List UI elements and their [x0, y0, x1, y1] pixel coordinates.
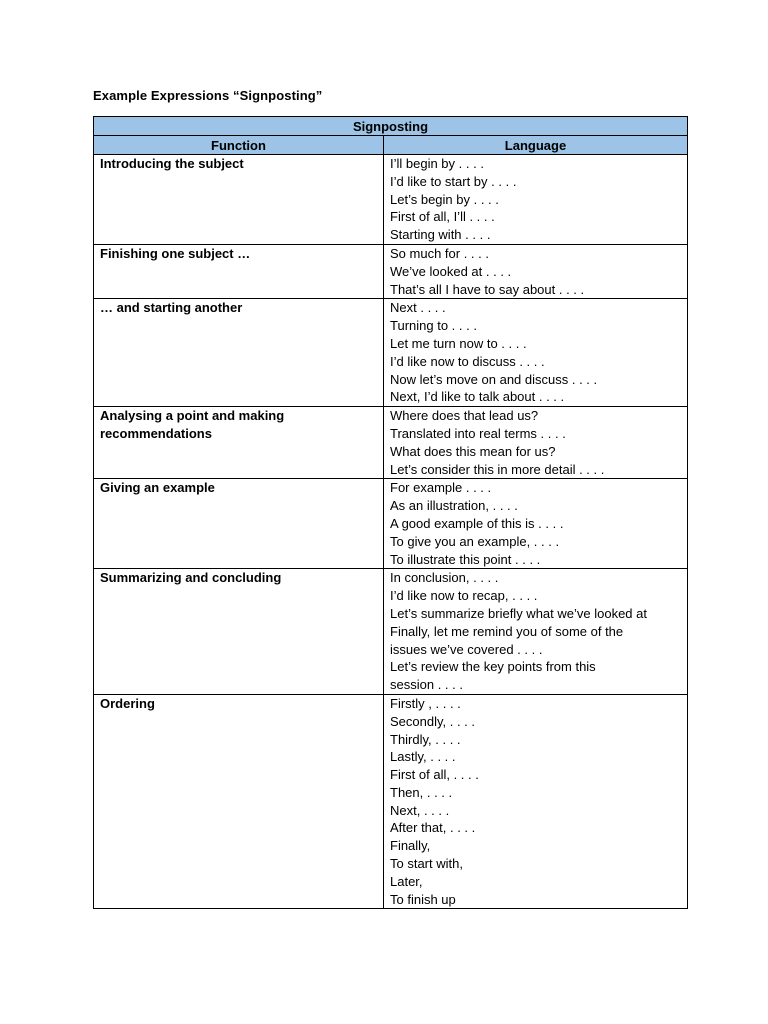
language-expression: We’ve looked at . . . . — [390, 263, 512, 279]
function-cell: Giving an example — [94, 479, 384, 569]
table-row — [94, 407, 688, 479]
column-header-function: Function — [94, 136, 384, 155]
language-expression: Let’s consider this in more detail . . . . — [390, 461, 605, 477]
language-expression: Let’s summarize briefly what we’ve looked at — [390, 605, 647, 621]
language-expression: First of all, . . . . — [390, 767, 479, 783]
function-cell: Finishing one subject … — [94, 244, 384, 298]
signposting-table — [93, 116, 688, 909]
language-expression: Next . . . . — [390, 300, 446, 316]
language-expression: Firstly , . . . . — [390, 695, 461, 711]
language-cell — [384, 244, 688, 298]
language-expression: Thirdly, . . . . — [390, 731, 461, 747]
language-expression: To start with, — [390, 856, 463, 872]
language-expression: To give you an example, . . . . — [390, 533, 560, 549]
table-caption-row — [94, 117, 688, 136]
language-expression: session . . . . — [390, 677, 463, 693]
document-title: Example Expressions “Signposting” — [93, 88, 323, 103]
language-cell — [384, 155, 688, 245]
language-expression: What does this mean for us? — [390, 443, 556, 459]
table-row — [94, 479, 688, 569]
language-cell — [384, 299, 688, 407]
language-expression: Then, . . . . — [390, 784, 453, 800]
table-row — [94, 244, 688, 298]
language-cell — [384, 694, 688, 909]
language-expression: issues we’ve covered . . . . — [390, 641, 543, 657]
language-expression: Later, — [390, 873, 423, 889]
table-row — [94, 694, 688, 909]
language-cell — [384, 407, 688, 479]
table-caption: Signposting — [94, 117, 688, 136]
table-body — [94, 155, 688, 909]
table-row — [94, 569, 688, 695]
table-row — [94, 155, 688, 245]
language-expression: Let’s begin by . . . . — [390, 191, 499, 207]
language-expression: Translated into real terms . . . . — [390, 425, 566, 441]
language-cell — [384, 479, 688, 569]
language-expression: Let me turn now to . . . . — [390, 335, 527, 351]
language-expression: I’d like to start by . . . . — [390, 173, 517, 189]
language-expression: Finally, — [390, 838, 431, 854]
language-expression: After that, . . . . — [390, 820, 476, 836]
language-expression: I’ll begin by . . . . — [390, 156, 484, 171]
language-expression: Next, . . . . — [390, 802, 450, 818]
language-expression: That’s all I have to say about . . . . — [390, 281, 585, 297]
function-cell: Summarizing and concluding — [94, 569, 384, 695]
language-expression: Finally, let me remind you of some of the — [390, 623, 624, 639]
function-cell: Ordering — [94, 694, 384, 909]
function-cell: … and starting another — [94, 299, 384, 407]
language-expression: Lastly, . . . . — [390, 749, 456, 765]
language-expression: As an illustration, . . . . — [390, 498, 518, 514]
language-expression: Turning to . . . . — [390, 318, 477, 334]
language-expression: Let’s review the key points from this — [390, 659, 596, 675]
language-expression: For example . . . . — [390, 480, 492, 496]
table-header-row — [94, 136, 688, 155]
column-header-language: Language — [384, 136, 688, 155]
language-expression: Where does that lead us? — [390, 408, 539, 424]
language-expression: I’d like now to recap, . . . . — [390, 588, 538, 604]
language-cell — [384, 569, 688, 695]
language-expression: Now let’s move on and discuss . . . . — [390, 371, 598, 387]
language-expression: To illustrate this point . . . . — [390, 551, 541, 567]
language-expression: Starting with . . . . — [390, 227, 491, 243]
language-expression: To finish up — [390, 891, 456, 907]
language-expression: In conclusion, . . . . — [390, 570, 499, 586]
language-expression: Next, I’d like to talk about . . . . — [390, 389, 565, 405]
function-cell: Introducing the subject — [94, 155, 384, 245]
function-cell: Analysing a point and making recommendations — [94, 407, 384, 479]
language-expression: So much for . . . . — [390, 245, 489, 261]
language-expression: A good example of this is . . . . — [390, 515, 564, 531]
language-expression: I’d like now to discuss . . . . — [390, 353, 545, 369]
language-expression: First of all, I’ll . . . . — [390, 209, 495, 225]
language-expression: Secondly, . . . . — [390, 713, 476, 729]
table-row — [94, 299, 688, 407]
